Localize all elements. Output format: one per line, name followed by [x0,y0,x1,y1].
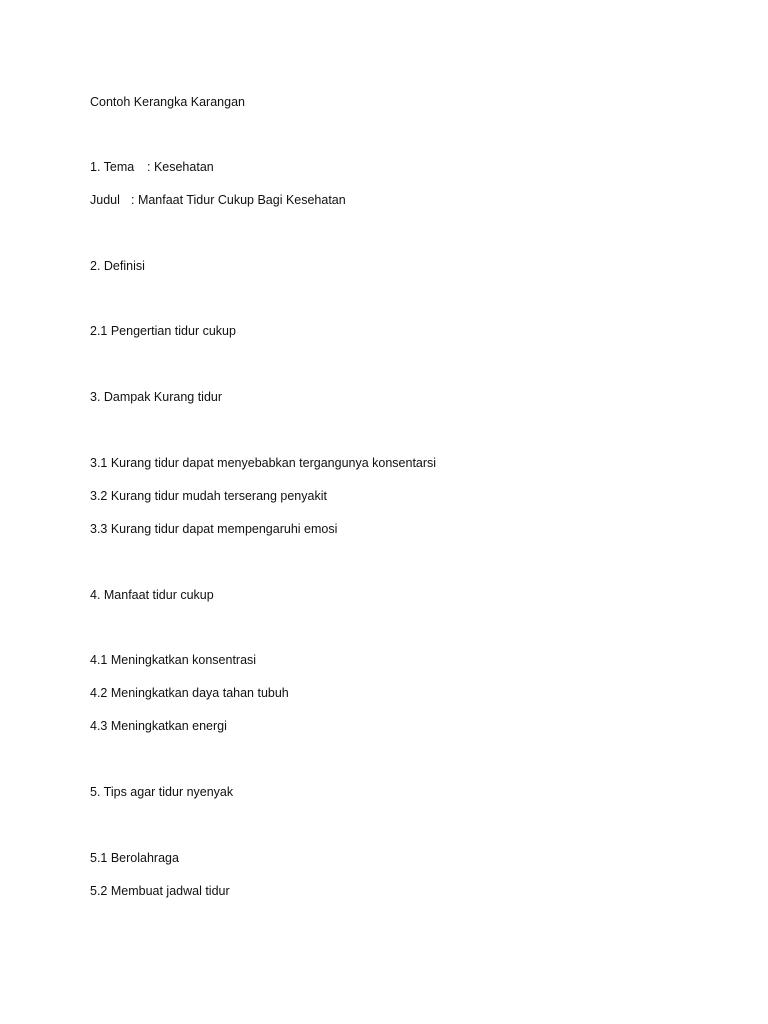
tema-label: 1. Tema [90,160,135,174]
outline-heading: 3. Dampak Kurang tidur [90,390,223,404]
outline-subitem: 3.2 Kurang tidur mudah terserang penyakit [90,489,327,503]
outline-heading: 5. Tips agar tidur nyenyak [90,785,234,799]
outline-subitem: 2.1 Pengertian tidur cukup [90,324,236,338]
outline-subitem: 4.2 Meningkatkan daya tahan tubuh [90,686,289,700]
outline-subitem: 3.3 Kurang tidur dapat mempengaruhi emosi [90,522,338,536]
judul-value: : Manfaat Tidur Cukup Bagi Kesehatan [131,193,346,207]
outline-heading: 2. Definisi [90,259,145,273]
tema-value: : Kesehatan [147,160,214,174]
document-title: Contoh Kerangka Karangan [90,95,245,109]
judul-label: Judul [90,193,120,207]
tema-line [90,159,214,175]
judul-line [90,192,346,208]
outline-heading: 4. Manfaat tidur cukup [90,588,214,602]
outline-subitem: 4.1 Meningkatkan konsentrasi [90,653,257,667]
outline-subitem: 3.1 Kurang tidur dapat menyebabkan tergangunya konsentarsi [90,456,437,470]
outline-subitem: 5.2 Membuat jadwal tidur [90,884,230,898]
outline-subitem: 5.1 Berolahraga [90,851,179,865]
outline-subitem: 4.3 Meningkatkan energi [90,719,227,733]
